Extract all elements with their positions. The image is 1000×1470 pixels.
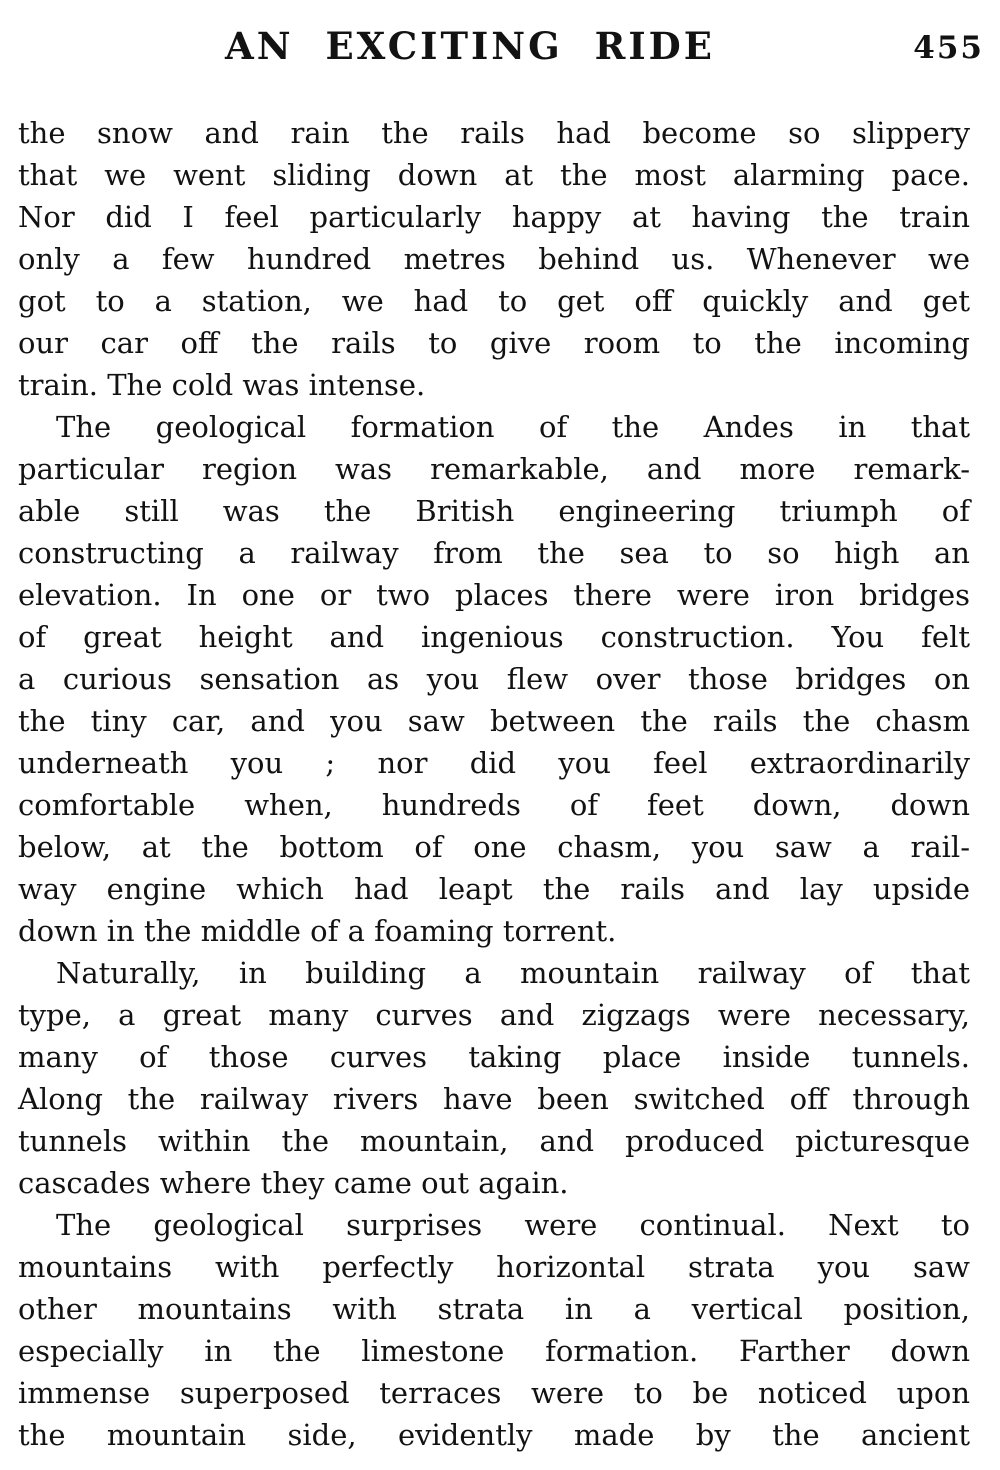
page-header: [0, 0, 1000, 88]
text-line: the mountain side, evidently made by the ancient: [18, 1418, 970, 1452]
text-line: Nor did I feel particularly happy at having the train: [18, 200, 970, 234]
paragraph: [18, 406, 970, 952]
paragraph: [18, 112, 970, 406]
text-line: train. The cold was intense.: [18, 368, 426, 402]
text-line: underneath you ; nor did you feel extraordinarily: [18, 746, 970, 780]
running-title: AN EXCITING RIDE: [225, 24, 715, 68]
text-line: of great height and ingenious construction. You felt: [18, 620, 970, 654]
text-line: below, at the bottom of one chasm, you saw a rail-: [18, 830, 970, 864]
text-line: particular region was remarkable, and more remark-: [18, 452, 970, 486]
text-line: down in the middle of a foaming torrent.: [18, 914, 617, 948]
text-line: mountains with perfectly horizontal strata you saw: [18, 1250, 970, 1284]
text-line: The geological formation of the Andes in that: [56, 410, 970, 444]
text-line: elevation. In one or two places there were iron bridges: [18, 578, 970, 612]
paragraph: [18, 1204, 970, 1456]
text-line: especially in the limestone formation. Farther down: [18, 1334, 970, 1368]
text-line: the tiny car, and you saw between the rails the chasm: [18, 704, 970, 738]
text-line: that we went sliding down at the most alarming pace.: [18, 158, 970, 192]
text-line: our car off the rails to give room to the incoming: [18, 326, 970, 360]
text-line: the snow and rain the rails had become so slippery: [18, 116, 970, 150]
text-line: other mountains with strata in a vertical position,: [18, 1292, 970, 1326]
text-line: a curious sensation as you flew over those bridges on: [18, 662, 970, 696]
text-line: comfortable when, hundreds of feet down, down: [18, 788, 970, 822]
text-line: The geological surprises were continual. Next to: [56, 1208, 970, 1242]
page-body: [0, 112, 1000, 1456]
text-line: Along the railway rivers have been switched off through: [18, 1082, 970, 1116]
paragraph: [18, 952, 970, 1204]
text-line: got to a station, we had to get off quickly and get: [18, 284, 970, 318]
text-line: constructing a railway from the sea to so high an: [18, 536, 970, 570]
text-line: many of those curves taking place inside tunnels.: [18, 1040, 970, 1074]
text-line: tunnels within the mountain, and produced picturesque: [18, 1124, 970, 1158]
text-line: Naturally, in building a mountain railway of that: [56, 956, 970, 990]
text-line: only a few hundred metres behind us. Whenever we: [18, 242, 970, 276]
text-line: type, a great many curves and zigzags were necessary,: [18, 998, 970, 1032]
text-line: way engine which had leapt the rails and lay upside: [18, 872, 970, 906]
text-line: immense superposed terraces were to be noticed upon: [18, 1376, 970, 1410]
text-line: cascades where they came out again.: [18, 1166, 569, 1200]
text-line: able still was the British engineering triumph of: [18, 494, 970, 528]
page-number: 455: [913, 30, 984, 66]
